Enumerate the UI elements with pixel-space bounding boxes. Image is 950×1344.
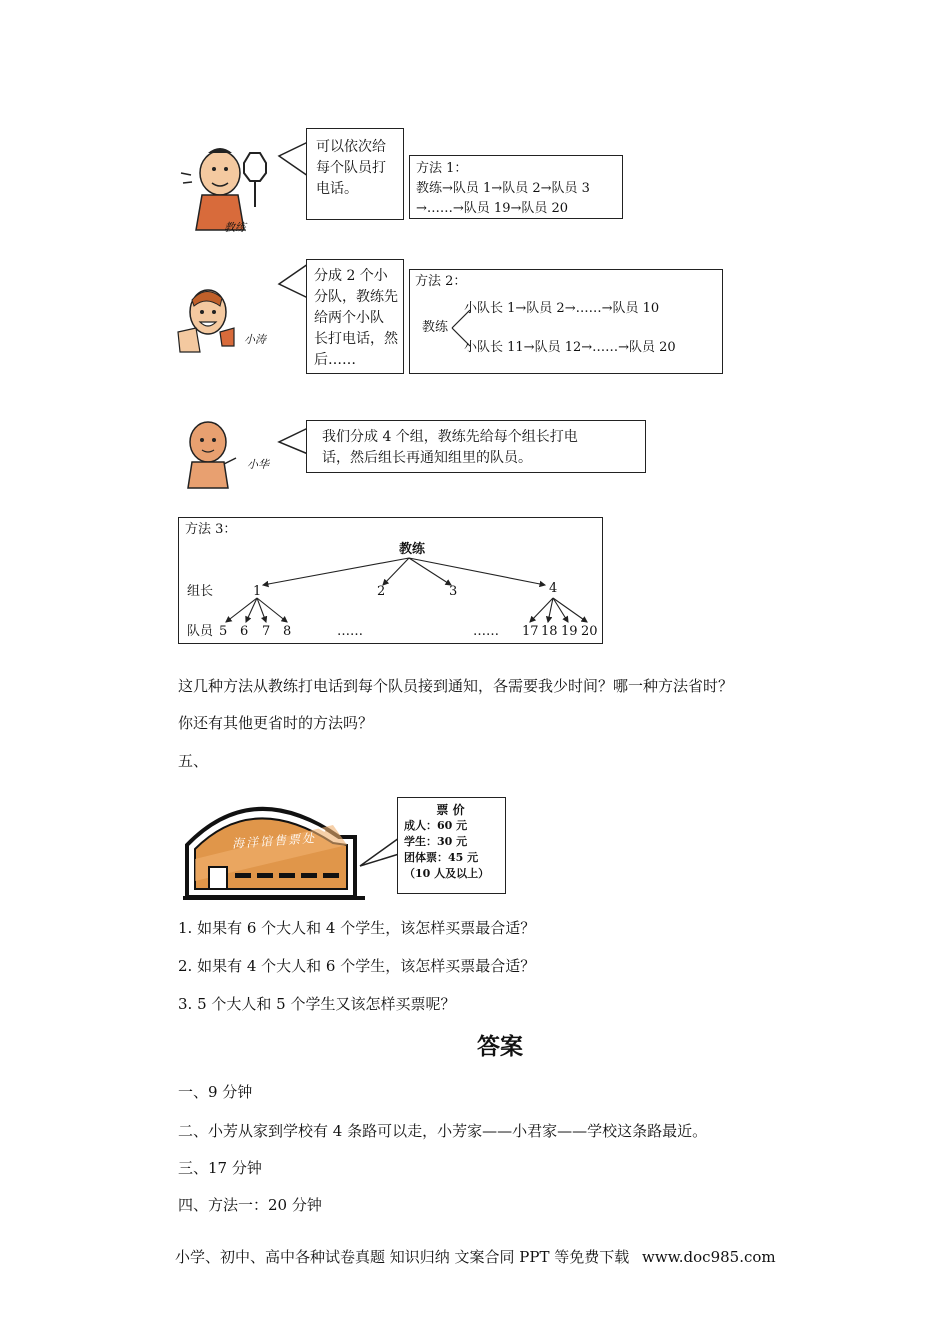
method3-member-row-label: 队员 (187, 624, 214, 639)
xiaotao-illustration (176, 284, 236, 354)
method1-line: →……→队员 19→队员 20 (416, 201, 569, 216)
xiaohua-bubble-tail (277, 424, 309, 458)
ticket-price-line: （10 人及以上） (404, 867, 490, 880)
coach-name-label: 教练 (224, 221, 246, 234)
method2-title: 方法 2： (415, 274, 467, 289)
xiaotao-speech-line: 分队，教练先 (314, 289, 398, 305)
footer-text: 小学、初中、高中各种试卷真题 知识归纳 文案合同 PPT 等免费下载 (175, 1248, 630, 1266)
xiaotao-speech-line: 后…… (314, 352, 356, 368)
method3-member: 7 (262, 624, 271, 639)
footer (175, 1246, 776, 1267)
method1-title: 方法 1： (416, 161, 468, 176)
method3-ellipsis: …… (473, 624, 499, 639)
method3-root: 教练 (399, 542, 426, 557)
method3-member: 5 (219, 624, 228, 639)
coach-bubble-tail (277, 140, 309, 180)
method2-branch: 小队长 11→队员 12→……→队员 20 (464, 340, 676, 355)
xiaohua-illustration (182, 418, 238, 490)
method3-title: 方法 3： (185, 522, 237, 537)
ticket-bubble-tail (358, 836, 400, 870)
xiaotao-name-label: 小涛 (244, 333, 266, 346)
method1-box (409, 155, 623, 219)
answer-item: 四、方法一：20 分钟 (178, 1196, 322, 1214)
answer-item: 三、17 分钟 (178, 1159, 262, 1177)
ticket-price-title: 票 价 (436, 803, 465, 817)
method3-member: 6 (240, 624, 249, 639)
xiaohua-speech-line: 我们分成 4 个组，教练先给每个组长打电 (322, 429, 578, 445)
method3-leader: 4 (549, 581, 558, 596)
xiaotao-speech-line: 分成 2 个小 (314, 268, 388, 284)
ticket-price-line: 成人：60 元 (404, 819, 468, 832)
method2-box (409, 269, 723, 374)
coach-speech-bubble (306, 128, 404, 220)
method3-box (178, 517, 603, 644)
section5-question: 1. 如果有 6 个大人和 4 个学生，该怎样买票最合适？ (178, 919, 536, 937)
xiaotao-bubble-tail (277, 262, 309, 302)
method3-ellipsis: …… (337, 624, 363, 639)
question4-line: 这几种方法从教练打电话到每个队员接到通知，各需要我少时间？哪一种方法省时？ (178, 677, 734, 695)
method3-member: 8 (283, 624, 292, 639)
method3-member: 17 (522, 624, 539, 639)
aquarium-sign-text: 海洋馆售票处 (231, 831, 317, 851)
method3-leader: 3 (449, 584, 458, 599)
method3-leader: 2 (377, 584, 386, 599)
coach-speech-line: 每个队员打 (316, 160, 386, 176)
answer-item: 二、小芳从家到学校有 4 条路可以走，小芳家——小君家——学校这条路最近。 (178, 1122, 708, 1140)
coach-speech-line: 可以依次给 (316, 139, 386, 155)
xiaotao-speech-line: 给两个小队 (314, 310, 384, 326)
method2-root: 教练 (422, 320, 449, 335)
answers-heading: 答案 (477, 1034, 523, 1060)
footer-url[interactable]: www.doc985.com (642, 1248, 776, 1266)
question4-line: 你还有其他更省时的方法吗？ (178, 714, 374, 732)
coach-illustration (178, 135, 268, 235)
method3-member: 19 (561, 624, 578, 639)
method1-line: 教练→队员 1→队员 2→队员 3 (416, 181, 590, 196)
xiaotao-speech-bubble (306, 259, 404, 374)
method3-leader-row-label: 组长 (187, 584, 214, 599)
answer-item: 一、9 分钟 (178, 1083, 253, 1101)
xiaohua-speech-line: 话，然后组长再通知组里的队员。 (322, 450, 532, 466)
ticket-price-line: 团体票：45 元 (404, 851, 479, 864)
xiaohua-name-label: 小华 (247, 458, 269, 471)
ticket-price-line: 学生：30 元 (404, 835, 468, 848)
method2-branch: 小队长 1→队员 2→……→队员 10 (464, 301, 660, 316)
section5-question: 3. 5 个大人和 5 个学生又该怎样买票呢？ (178, 995, 456, 1013)
method3-member: 18 (541, 624, 558, 639)
xiaotao-speech-line: 长打电话，然 (314, 331, 398, 347)
ticket-price-board (397, 797, 506, 894)
method3-leader: 1 (253, 584, 262, 599)
section5-question: 2. 如果有 4 个大人和 6 个学生，该怎样买票最合适？ (178, 957, 536, 975)
coach-speech-line: 电话。 (316, 181, 358, 197)
xiaohua-speech-bubble (306, 420, 646, 473)
method3-member: 20 (581, 624, 598, 639)
section5-heading: 五、 (178, 752, 209, 770)
